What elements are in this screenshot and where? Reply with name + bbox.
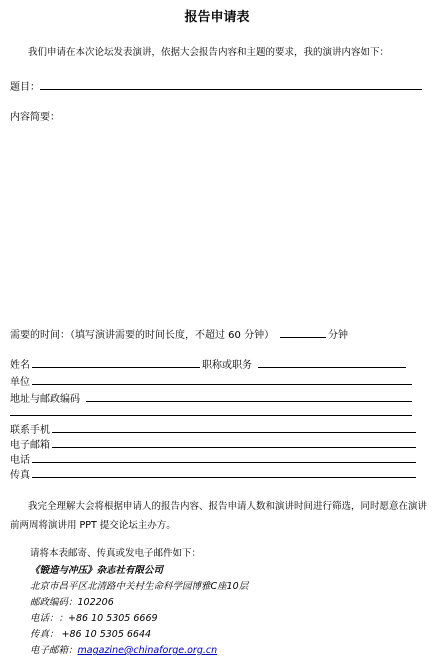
fax-field[interactable] (32, 477, 416, 478)
name-field[interactable] (32, 367, 200, 368)
contact-email-row (30, 642, 217, 656)
email-field[interactable] (52, 447, 416, 448)
name-label: 姓名 (10, 360, 30, 371)
contact-email-label: 电子邮箱： (30, 645, 78, 656)
duration-unit: 分钟 (328, 330, 348, 341)
tel-field[interactable] (32, 462, 416, 463)
form-title: 报告申请表 (184, 10, 250, 25)
address-field[interactable] (86, 401, 412, 402)
postcode: 邮政编码：102206 (30, 597, 114, 608)
phone-label: 联系手机 (10, 425, 50, 436)
summary-label: 内容简要： (10, 112, 60, 123)
publisher-address: 北京市昌平区北清路中关村生命科学园博雅C座10层 (30, 581, 249, 592)
tel-label: 电话 (10, 455, 30, 466)
address-label: 地址与邮政编码 (10, 394, 80, 405)
intro-text: 我们申请在本次论坛发表演讲，依据大会报告内容和主题的要求，我的演讲内容如下： (28, 47, 390, 58)
phone-field[interactable] (52, 432, 416, 433)
publisher-name: 《锻造与冲压》杂志社有限公司 (30, 565, 164, 576)
summary-area[interactable] (10, 124, 422, 314)
email-label: 电子邮箱 (10, 440, 50, 451)
duration-label: 需要的时间：（填写演讲需要的时间长度，不超过 60 分钟） (10, 330, 275, 341)
topic-field[interactable] (40, 89, 422, 90)
topic-label: 题目： (10, 82, 40, 93)
unit-field[interactable] (32, 384, 412, 385)
contact-tel: 电话：：+86 10 5305 6669 (30, 613, 158, 624)
position-field[interactable] (258, 367, 406, 368)
duration-field[interactable] (280, 337, 326, 338)
agreement-text: 我完全理解大会将根据申请人的报告内容、报告申请人数和演讲时间进行筛选，同时愿意在演讲前两周将演讲用 PPT 提交论坛主办方。 (10, 501, 428, 531)
fax-label: 传真 (10, 470, 30, 481)
contact-fax: 传真： +86 10 5305 6644 (30, 629, 152, 640)
unit-label: 单位 (10, 377, 30, 388)
address-field-line-2[interactable] (10, 415, 412, 416)
contact-email-link[interactable]: magazine@chinaforge.org.cn (77, 645, 218, 656)
position-label: 职称或职务 (202, 360, 252, 371)
contact-instruction: 请将本表邮寄、传真或发电子邮件如下： (30, 548, 202, 559)
